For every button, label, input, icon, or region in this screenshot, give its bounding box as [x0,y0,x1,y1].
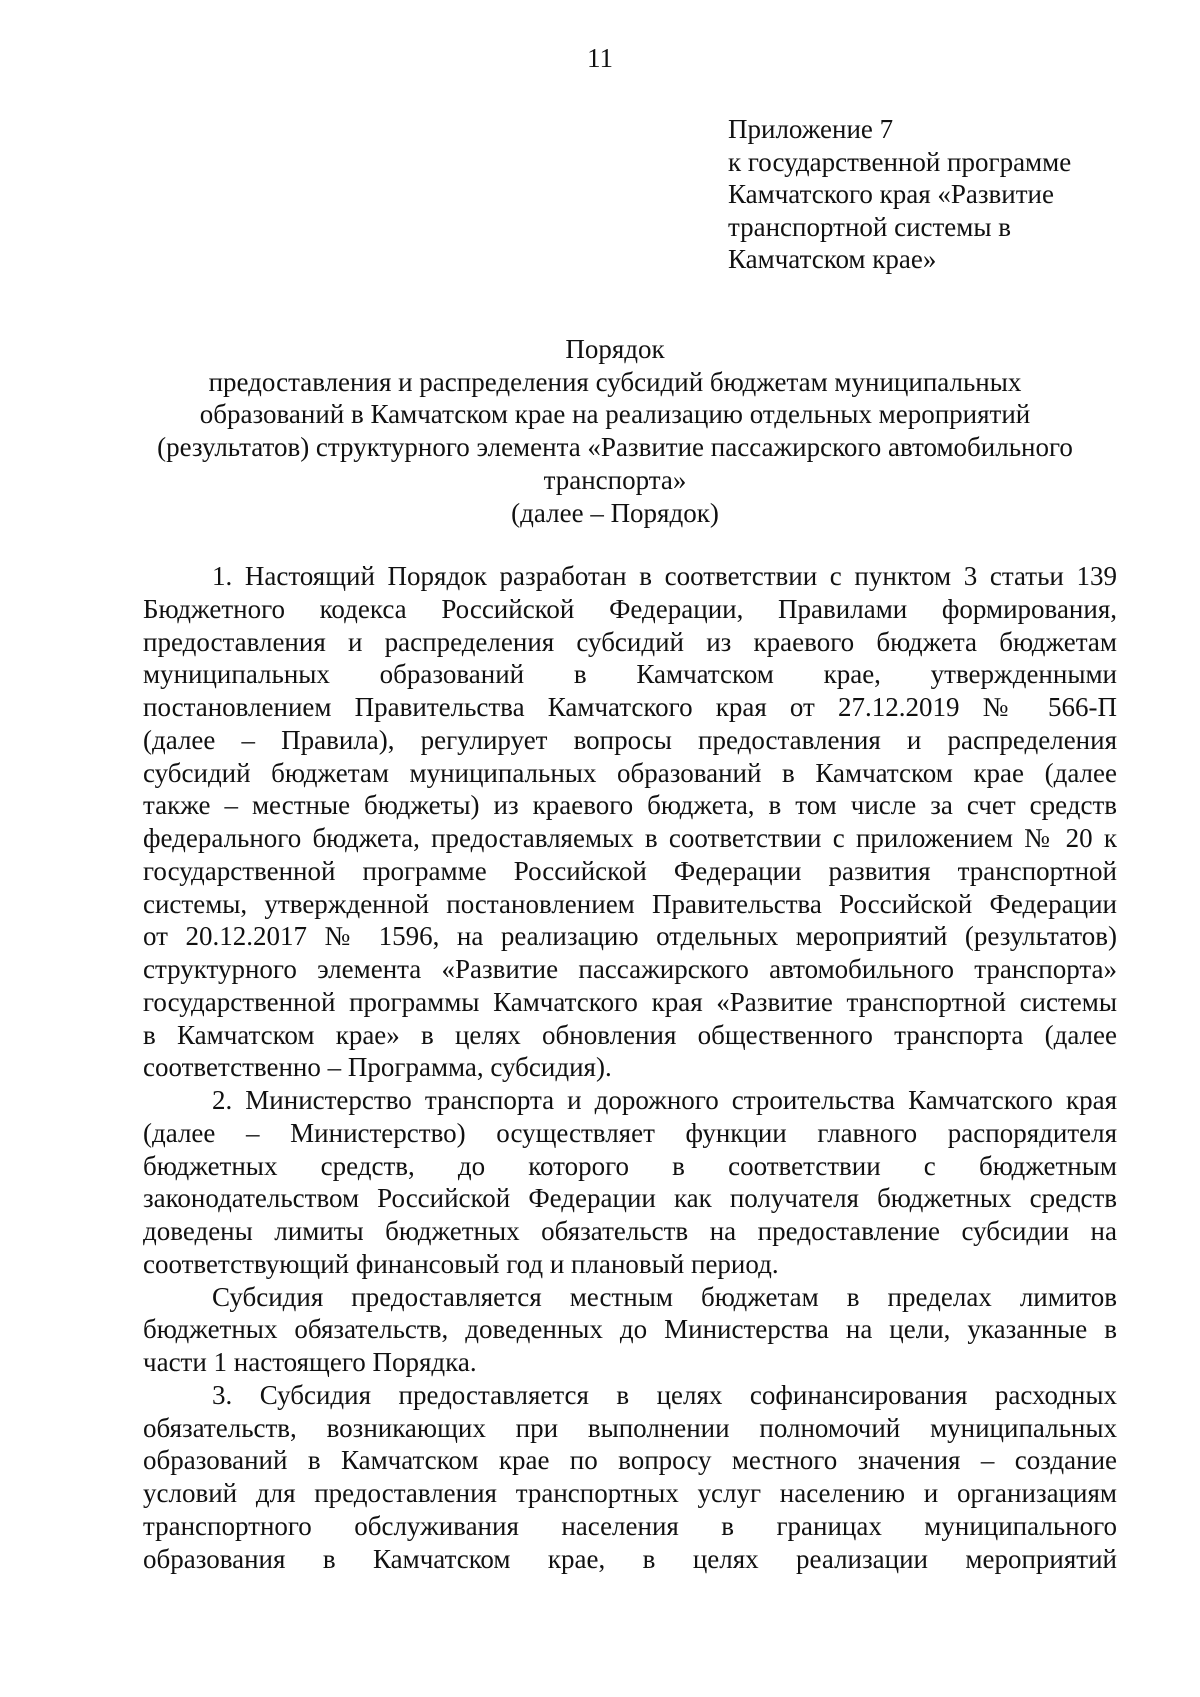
text-line: бюджетных средств, до которого в соответствии с бюджетным [143,1150,1117,1181]
paragraph-2 [143,1084,1117,1281]
text-line: 3. Субсидия предоставляется в целях софинансирования расходных [212,1379,1117,1410]
text-line: Субсидия предоставляется местным бюджетам в пределах лимитов [212,1281,1117,1312]
document-body [143,560,1117,1575]
text-line: части 1 настоящего Порядка. [143,1347,477,1377]
appendix-line: транспортной системы в [728,211,1012,242]
text-line: бюджетных обязательств, доведенных до Министерства на цели, указанные в [143,1314,1117,1345]
title-line: Порядок [565,334,665,364]
text-line: также – местные бюджеты) из краевого бюджета, в том числе за счет средств [143,790,1117,821]
text-line: соответственно – Программа, субсидия). [143,1052,612,1083]
appendix-line: Приложение 7 [728,114,894,144]
text-line: государственной программы Камчатского края «Развитие транспортной системы [143,986,1117,1017]
text-line: в Камчатском крае» в целях обновления общественного транспорта (далее [143,1019,1117,1050]
text-line: муниципальных образований в Камчатском крае, утвержденными [143,659,1117,690]
appendix-line: Камчатского края «Развитие [728,179,1054,210]
text-line: федерального бюджета, предоставляемых в соответствии с приложением № 20 к [143,823,1117,853]
text-line: (далее – Министерство) осуществляет функции главного распорядителя [143,1117,1117,1148]
text-line: законодательством Российской Федерации как получателя бюджетных средств [143,1183,1117,1214]
text-line: образований в Камчатском крае по вопросу местного значения – создание [143,1445,1117,1476]
text-line: доведены лимиты бюджетных обязательств на предоставление субсидии на [143,1216,1117,1246]
title-line: образований в Камчатском крае на реализацию отдельных мероприятий [199,399,1031,430]
text-line: постановлением Правительства Камчатского края от 27.12.2019 № 566-П [143,692,1117,722]
appendix-note [728,113,1168,276]
appendix-line: к государственной программе [728,146,1072,177]
title-line: транспорта» [543,464,687,495]
text-line: условий для предоставления транспортных услуг населению и организациям [143,1478,1117,1508]
title-line: предоставления и распределения субсидий бюджетам муниципальных [208,366,1022,397]
text-line: субсидий бюджетам муниципальных образований в Камчатском крае (далее [143,757,1117,788]
text-line: (далее – Правила), регулирует вопросы предоставления и распределения [143,724,1117,755]
text-line: предоставления и распределения субсидий из краевого бюджета бюджетам [143,626,1117,657]
paragraph-4 [143,1379,1117,1576]
text-line: 1. Настоящий Порядок разработан в соответствии с пунктом 3 статьи 139 [212,561,1117,591]
text-line: соответствующий финансовый год и плановый период. [143,1248,779,1279]
paragraph-1 [143,560,1117,1084]
appendix-line: Камчатском крае» [728,244,937,275]
text-line: Бюджетного кодекса Российской Федерации, Правилами формирования, [143,593,1117,624]
title-line: (результатов) структурного элемента «Развитие пассажирского автомобильного [157,432,1073,463]
text-line: образования в Камчатском крае, в целях реализации мероприятий [143,1543,1117,1574]
text-line: структурного элемента «Развитие пассажирского автомобильного транспорта» [143,954,1117,984]
page-number: 11 [587,43,613,73]
paragraph-3 [143,1281,1117,1379]
text-line: обязательств, возникающих при выполнении полномочий муниципальных [143,1412,1117,1443]
document-title [120,333,1110,529]
text-line: государственной программе Российской Федерации развития транспортной [143,855,1117,886]
title-line: (далее – Порядок) [511,497,719,528]
text-line: 2. Министерство транспорта и дорожного строительства Камчатского края [212,1085,1117,1115]
text-line: транспортного обслуживания населения в границах муниципального [143,1510,1117,1541]
text-line: системы, утвержденной постановлением Правительства Российской Федерации [143,888,1117,919]
text-line: от 20.12.2017 № 1596, на реализацию отдельных мероприятий (результатов) [143,921,1117,952]
